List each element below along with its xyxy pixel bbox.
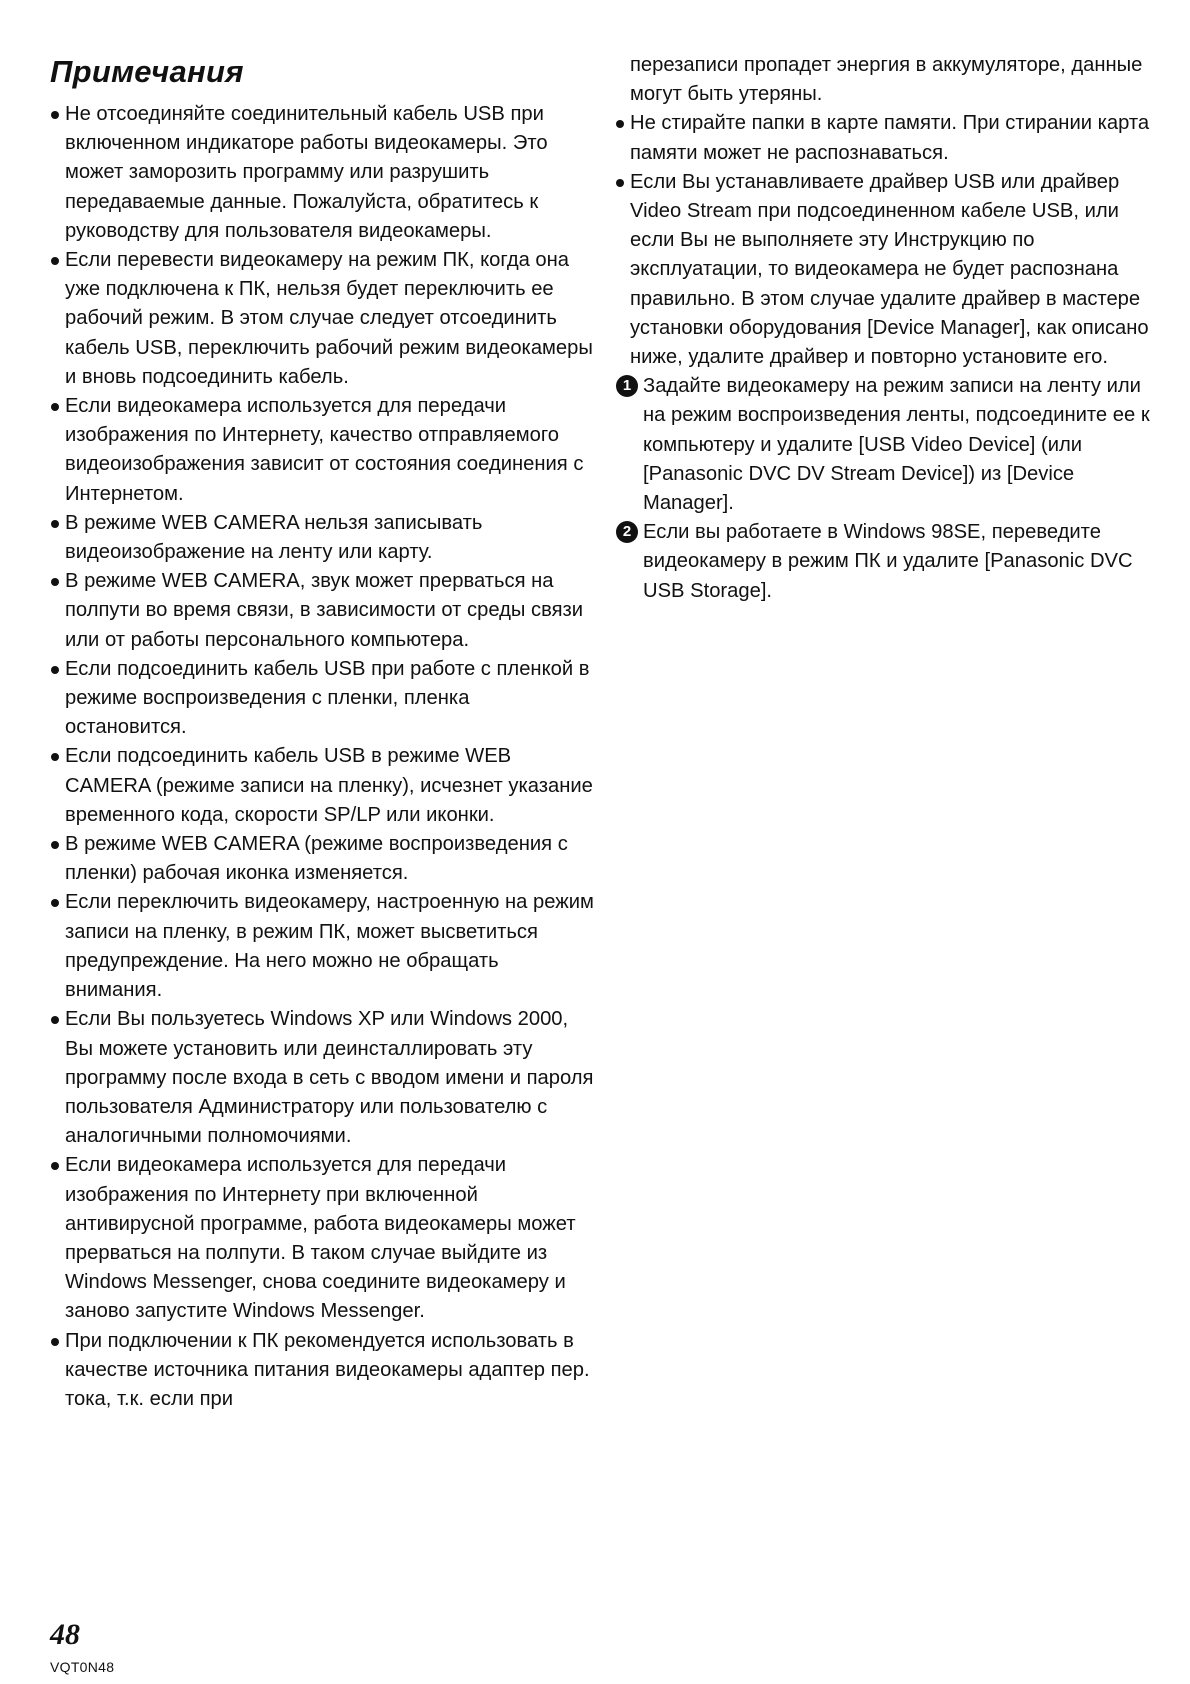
note-item: Если видеокамера используется для передачи изображения по Интернету при включенной антивирусной программе, работа видеокамеры может прерваться на полпути. В таком случае выйдите из Windows Messenger, снова соедините видеокамеру и заново запустите Windows Messenger. <box>51 1151 596 1326</box>
notes-list-right <box>616 109 1156 372</box>
note-item: В режиме WEB CAMERA нельзя записывать видеоизображение на ленту или карту. <box>51 509 596 567</box>
right-column <box>616 51 1156 606</box>
notes-list-left <box>51 100 596 1414</box>
left-column <box>51 100 596 1414</box>
note-item: Если видеокамера используется для передачи изображения по Интернету, качество отправляемого видеоизображения зависит от состояния соединения с Интернетом. <box>51 392 596 509</box>
step-item <box>616 518 1156 606</box>
note-continuation: перезаписи пропадет энергия в аккумуляторе, данные могут быть утеряны. <box>630 54 1143 106</box>
note-item: Если подсоединить кабель USB в режиме WEB CAMERA (режиме записи на пленку), исчезнет указание временного кода, скорости SP/LP или иконки. <box>51 742 596 830</box>
step-number-icon: 1 <box>616 375 638 397</box>
note-item: В режиме WEB CAMERA, звук может прерваться на полпути во время связи, в зависимости от среды связи или от работы персонального компьютера. <box>51 567 596 655</box>
note-item: Не стирайте папки в карте памяти. При стирании карта памяти может не распознаваться. <box>616 109 1156 167</box>
note-item: Если перевести видеокамеру на режим ПК, когда она уже подключена к ПК, нельзя будет переключить ее рабочий режим. В этом случае следует отсоединить кабель USB, переключить рабочий режим видеокамеры и вновь подсоединить кабель. <box>51 246 596 392</box>
document-code: VQT0N48 <box>50 1659 115 1675</box>
driver-removal-steps <box>616 372 1156 606</box>
note-item: В режиме WEB CAMERA (режиме воспроизведения с пленки) рабочая иконка изменяется. <box>51 830 596 888</box>
note-item: Если переключить видеокамеру, настроенную на режим записи на пленку, в режим ПК, может высветиться предупреждение. На него можно не обращать внимания. <box>51 888 596 1005</box>
note-item: Если Вы устанавливаете драйвер USB или драйвер Video Stream при подсоединенном кабеле USB, или если Вы не выполняете эту Инструкцию по эксплуатации, то видеокамера не будет распознана правильно. В этом случае удалите драйвер в мастере установки оборудования [Device Manager], как описано ниже, удалите драйвер и повторно установите его. <box>616 168 1156 372</box>
page-number: 48 <box>50 1618 80 1651</box>
note-item: При подключении к ПК рекомендуется использовать в качестве источника питания видеокамеры адаптер пер. тока, т.к. если при <box>51 1327 596 1415</box>
page-title: Примечания <box>50 54 244 89</box>
step-text: Если вы работаете в Windows 98SE, переведите видеокамеру в режим ПК и удалите [Panasonic DVC USB Storage]. <box>643 521 1133 602</box>
note-item: Не отсоединяйте соединительный кабель USB при включенном индикаторе работы видеокамеры. Это может заморозить программу или разрушить передаваемые данные. Пожалуйста, обратитесь к руководству для пользователя видеокамеры. <box>51 100 596 246</box>
step-item <box>616 372 1156 518</box>
note-item: Если подсоединить кабель USB при работе с пленкой в режиме воспроизведения с пленки, пленка остановится. <box>51 655 596 743</box>
note-item: Если Вы пользуетесь Windows XP или Windows 2000, Вы можете установить или деинсталлировать эту программу после входа в сеть с вводом имени и пароля пользователя Администратору или пользователю с аналогичными полномочиями. <box>51 1005 596 1151</box>
step-number-icon: 2 <box>616 521 638 543</box>
step-text: Задайте видеокамеру на режим записи на ленту или на режим воспроизведения ленты, подсоедините ее к компьютеру и удалите [USB Video Device] (или [Panasonic DVC DV Stream Device]) из [Device Manager]. <box>643 375 1150 515</box>
